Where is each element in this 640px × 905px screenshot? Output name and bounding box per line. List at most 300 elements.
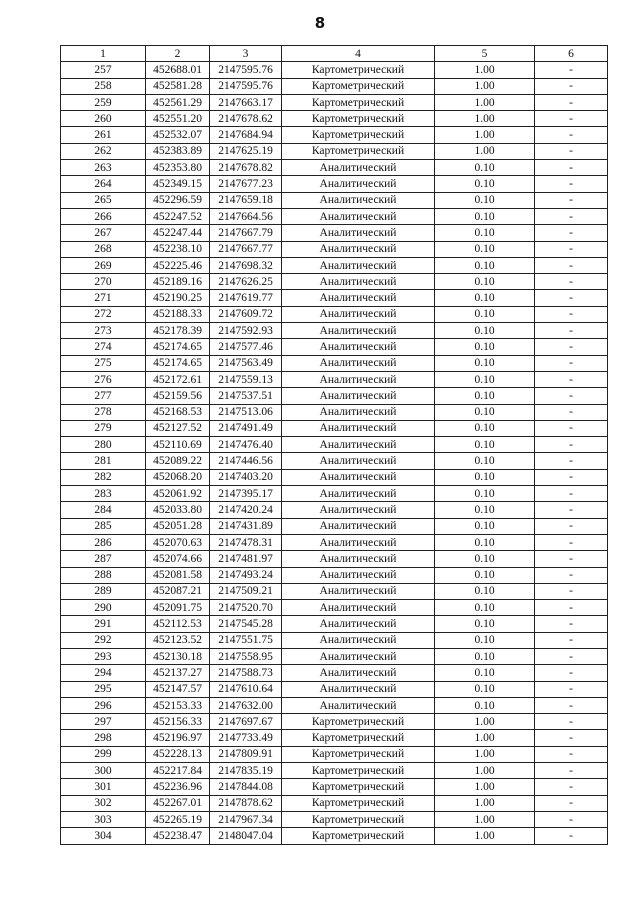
note-cell: -	[535, 371, 608, 387]
method-cell: Картометрический	[282, 763, 435, 779]
point-number-cell: 304	[61, 828, 146, 844]
accuracy-cell: 0.10	[435, 225, 535, 241]
point-number-cell: 266	[61, 208, 146, 224]
method-cell: Аналитический	[282, 274, 435, 290]
accuracy-cell: 0.10	[435, 681, 535, 697]
point-number-cell: 273	[61, 323, 146, 339]
table-row	[61, 714, 608, 730]
point-number-cell: 258	[61, 78, 146, 94]
method-cell: Аналитический	[282, 648, 435, 664]
y-coordinate-cell: 2147420.24	[210, 502, 282, 518]
note-cell: -	[535, 192, 608, 208]
point-number-cell: 300	[61, 763, 146, 779]
point-number-cell: 279	[61, 420, 146, 436]
accuracy-cell: 0.10	[435, 567, 535, 583]
table-row	[61, 567, 608, 583]
method-cell: Аналитический	[282, 208, 435, 224]
accuracy-cell: 1.00	[435, 78, 535, 94]
method-cell: Аналитический	[282, 583, 435, 599]
method-cell: Аналитический	[282, 665, 435, 681]
note-cell: -	[535, 681, 608, 697]
y-coordinate-cell: 2147835.19	[210, 763, 282, 779]
x-coordinate-cell: 452551.20	[146, 111, 210, 127]
method-cell: Аналитический	[282, 160, 435, 176]
accuracy-cell: 1.00	[435, 828, 535, 844]
point-number-cell: 259	[61, 94, 146, 110]
page-number: 8	[314, 14, 326, 32]
x-coordinate-cell: 452168.53	[146, 404, 210, 420]
table-row	[61, 616, 608, 632]
point-number-cell: 263	[61, 160, 146, 176]
accuracy-cell: 1.00	[435, 94, 535, 110]
x-coordinate-cell: 452238.10	[146, 241, 210, 257]
method-cell: Аналитический	[282, 323, 435, 339]
table-row	[61, 241, 608, 257]
y-coordinate-cell: 2147667.77	[210, 241, 282, 257]
accuracy-cell: 1.00	[435, 143, 535, 159]
method-cell: Аналитический	[282, 371, 435, 387]
point-number-cell: 261	[61, 127, 146, 143]
method-cell: Картометрический	[282, 143, 435, 159]
x-coordinate-cell: 452267.01	[146, 795, 210, 811]
x-coordinate-cell: 452236.96	[146, 779, 210, 795]
y-coordinate-cell: 2147520.70	[210, 600, 282, 616]
point-number-cell: 290	[61, 600, 146, 616]
y-coordinate-cell: 2147967.34	[210, 811, 282, 827]
point-number-cell: 265	[61, 192, 146, 208]
x-coordinate-cell: 452089.22	[146, 453, 210, 469]
accuracy-cell: 0.10	[435, 469, 535, 485]
y-coordinate-cell: 2147809.91	[210, 746, 282, 762]
note-cell: -	[535, 551, 608, 567]
x-coordinate-cell: 452174.65	[146, 355, 210, 371]
point-number-cell: 264	[61, 176, 146, 192]
note-cell: -	[535, 795, 608, 811]
table-row	[61, 62, 608, 78]
accuracy-cell: 0.10	[435, 616, 535, 632]
note-cell: -	[535, 714, 608, 730]
accuracy-cell: 1.00	[435, 730, 535, 746]
table-row	[61, 339, 608, 355]
point-number-cell: 297	[61, 714, 146, 730]
note-cell: -	[535, 779, 608, 795]
method-cell: Картометрический	[282, 714, 435, 730]
column-header: 5	[435, 46, 535, 62]
x-coordinate-cell: 452189.16	[146, 274, 210, 290]
note-cell: -	[535, 632, 608, 648]
method-cell: Картометрический	[282, 811, 435, 827]
method-cell: Картометрический	[282, 78, 435, 94]
x-coordinate-cell: 452112.53	[146, 616, 210, 632]
point-number-cell: 278	[61, 404, 146, 420]
method-cell: Картометрический	[282, 828, 435, 844]
x-coordinate-cell: 452349.15	[146, 176, 210, 192]
accuracy-cell: 1.00	[435, 62, 535, 78]
method-cell: Аналитический	[282, 241, 435, 257]
note-cell: -	[535, 111, 608, 127]
note-cell: -	[535, 208, 608, 224]
point-number-cell: 283	[61, 486, 146, 502]
method-cell: Аналитический	[282, 355, 435, 371]
point-number-cell: 270	[61, 274, 146, 290]
point-number-cell: 296	[61, 697, 146, 713]
note-cell: -	[535, 486, 608, 502]
note-cell: -	[535, 257, 608, 273]
y-coordinate-cell: 2147684.94	[210, 127, 282, 143]
point-number-cell: 276	[61, 371, 146, 387]
method-cell: Аналитический	[282, 469, 435, 485]
note-cell: -	[535, 746, 608, 762]
accuracy-cell: 0.10	[435, 192, 535, 208]
y-coordinate-cell: 2147491.49	[210, 420, 282, 436]
y-coordinate-cell: 2147667.79	[210, 225, 282, 241]
y-coordinate-cell: 2147551.75	[210, 632, 282, 648]
point-number-cell: 301	[61, 779, 146, 795]
accuracy-cell: 1.00	[435, 714, 535, 730]
accuracy-cell: 0.10	[435, 339, 535, 355]
table-row	[61, 502, 608, 518]
note-cell: -	[535, 648, 608, 664]
x-coordinate-cell: 452153.33	[146, 697, 210, 713]
accuracy-cell: 0.10	[435, 160, 535, 176]
table-row	[61, 437, 608, 453]
accuracy-cell: 0.10	[435, 632, 535, 648]
accuracy-cell: 0.10	[435, 176, 535, 192]
point-number-cell: 275	[61, 355, 146, 371]
accuracy-cell: 0.10	[435, 257, 535, 273]
x-coordinate-cell: 452188.33	[146, 306, 210, 322]
point-number-cell: 285	[61, 518, 146, 534]
y-coordinate-cell: 2147537.51	[210, 388, 282, 404]
method-cell: Картометрический	[282, 779, 435, 795]
method-cell: Аналитический	[282, 306, 435, 322]
note-cell: -	[535, 355, 608, 371]
method-cell: Аналитический	[282, 697, 435, 713]
x-coordinate-cell: 452247.44	[146, 225, 210, 241]
x-coordinate-cell: 452068.20	[146, 469, 210, 485]
x-coordinate-cell: 452172.61	[146, 371, 210, 387]
y-coordinate-cell: 2147678.62	[210, 111, 282, 127]
column-header: 1	[61, 46, 146, 62]
method-cell: Картометрический	[282, 111, 435, 127]
table-row	[61, 192, 608, 208]
y-coordinate-cell: 2147733.49	[210, 730, 282, 746]
coordinates-table	[60, 45, 608, 845]
table-row	[61, 388, 608, 404]
x-coordinate-cell: 452051.28	[146, 518, 210, 534]
method-cell: Картометрический	[282, 62, 435, 78]
y-coordinate-cell: 2147659.18	[210, 192, 282, 208]
accuracy-cell: 0.10	[435, 274, 535, 290]
table-row	[61, 274, 608, 290]
method-cell: Картометрический	[282, 795, 435, 811]
x-coordinate-cell: 452074.66	[146, 551, 210, 567]
method-cell: Картометрический	[282, 94, 435, 110]
table-row	[61, 632, 608, 648]
table-header	[61, 46, 608, 62]
note-cell: -	[535, 534, 608, 550]
accuracy-cell: 0.10	[435, 453, 535, 469]
y-coordinate-cell: 2147678.82	[210, 160, 282, 176]
method-cell: Аналитический	[282, 388, 435, 404]
point-number-cell: 269	[61, 257, 146, 273]
accuracy-cell: 0.10	[435, 437, 535, 453]
accuracy-cell: 0.10	[435, 486, 535, 502]
accuracy-cell: 0.10	[435, 600, 535, 616]
y-coordinate-cell: 2147878.62	[210, 795, 282, 811]
accuracy-cell: 0.10	[435, 534, 535, 550]
x-coordinate-cell: 452190.25	[146, 290, 210, 306]
note-cell: -	[535, 583, 608, 599]
column-header: 4	[282, 46, 435, 62]
table-row	[61, 225, 608, 241]
table-row	[61, 160, 608, 176]
y-coordinate-cell: 2147632.00	[210, 697, 282, 713]
y-coordinate-cell: 2147844.08	[210, 779, 282, 795]
point-number-cell: 272	[61, 306, 146, 322]
y-coordinate-cell: 2147577.46	[210, 339, 282, 355]
y-coordinate-cell: 2147609.72	[210, 306, 282, 322]
y-coordinate-cell: 2147476.40	[210, 437, 282, 453]
table-body	[61, 62, 608, 844]
note-cell: -	[535, 241, 608, 257]
x-coordinate-cell: 452247.52	[146, 208, 210, 224]
y-coordinate-cell: 2147698.32	[210, 257, 282, 273]
x-coordinate-cell: 452127.52	[146, 420, 210, 436]
y-coordinate-cell: 2147610.64	[210, 681, 282, 697]
table-row	[61, 111, 608, 127]
y-coordinate-cell: 2147559.13	[210, 371, 282, 387]
column-header: 2	[146, 46, 210, 62]
y-coordinate-cell: 2148047.04	[210, 828, 282, 844]
table-row	[61, 420, 608, 436]
method-cell: Аналитический	[282, 290, 435, 306]
y-coordinate-cell: 2147513.06	[210, 404, 282, 420]
point-number-cell: 302	[61, 795, 146, 811]
y-coordinate-cell: 2147592.93	[210, 323, 282, 339]
method-cell: Аналитический	[282, 518, 435, 534]
note-cell: -	[535, 811, 608, 827]
table-row	[61, 665, 608, 681]
y-coordinate-cell: 2147431.89	[210, 518, 282, 534]
point-number-cell: 262	[61, 143, 146, 159]
x-coordinate-cell: 452688.01	[146, 62, 210, 78]
x-coordinate-cell: 452159.56	[146, 388, 210, 404]
y-coordinate-cell: 2147697.67	[210, 714, 282, 730]
method-cell: Аналитический	[282, 681, 435, 697]
table-row	[61, 306, 608, 322]
table-row	[61, 404, 608, 420]
x-coordinate-cell: 452561.29	[146, 94, 210, 110]
point-number-cell: 291	[61, 616, 146, 632]
x-coordinate-cell: 452091.75	[146, 600, 210, 616]
method-cell: Аналитический	[282, 551, 435, 567]
accuracy-cell: 0.10	[435, 648, 535, 664]
accuracy-cell: 1.00	[435, 795, 535, 811]
table-row	[61, 78, 608, 94]
note-cell: -	[535, 274, 608, 290]
point-number-cell: 303	[61, 811, 146, 827]
accuracy-cell: 0.10	[435, 290, 535, 306]
accuracy-cell: 1.00	[435, 746, 535, 762]
point-number-cell: 277	[61, 388, 146, 404]
y-coordinate-cell: 2147595.76	[210, 62, 282, 78]
note-cell: -	[535, 323, 608, 339]
method-cell: Аналитический	[282, 534, 435, 550]
y-coordinate-cell: 2147563.49	[210, 355, 282, 371]
method-cell: Картометрический	[282, 127, 435, 143]
table-row	[61, 94, 608, 110]
table-row	[61, 290, 608, 306]
y-coordinate-cell: 2147403.20	[210, 469, 282, 485]
accuracy-cell: 1.00	[435, 811, 535, 827]
x-coordinate-cell: 452353.80	[146, 160, 210, 176]
accuracy-cell: 0.10	[435, 323, 535, 339]
note-cell: -	[535, 143, 608, 159]
method-cell: Аналитический	[282, 420, 435, 436]
table-row	[61, 534, 608, 550]
note-cell: -	[535, 94, 608, 110]
note-cell: -	[535, 127, 608, 143]
point-number-cell: 267	[61, 225, 146, 241]
x-coordinate-cell: 452178.39	[146, 323, 210, 339]
table-row	[61, 371, 608, 387]
point-number-cell: 281	[61, 453, 146, 469]
y-coordinate-cell: 2147663.17	[210, 94, 282, 110]
accuracy-cell: 0.10	[435, 502, 535, 518]
method-cell: Картометрический	[282, 746, 435, 762]
note-cell: -	[535, 388, 608, 404]
accuracy-cell: 0.10	[435, 371, 535, 387]
note-cell: -	[535, 730, 608, 746]
table-row	[61, 828, 608, 844]
accuracy-cell: 0.10	[435, 697, 535, 713]
x-coordinate-cell: 452296.59	[146, 192, 210, 208]
accuracy-cell: 0.10	[435, 306, 535, 322]
table-row	[61, 551, 608, 567]
accuracy-cell: 0.10	[435, 583, 535, 599]
y-coordinate-cell: 2147395.17	[210, 486, 282, 502]
note-cell: -	[535, 469, 608, 485]
note-cell: -	[535, 502, 608, 518]
x-coordinate-cell: 452174.65	[146, 339, 210, 355]
note-cell: -	[535, 518, 608, 534]
point-number-cell: 260	[61, 111, 146, 127]
table-row	[61, 176, 608, 192]
table-row	[61, 648, 608, 664]
x-coordinate-cell: 452070.63	[146, 534, 210, 550]
x-coordinate-cell: 452238.47	[146, 828, 210, 844]
y-coordinate-cell: 2147626.25	[210, 274, 282, 290]
table-row	[61, 518, 608, 534]
note-cell: -	[535, 78, 608, 94]
x-coordinate-cell: 452383.89	[146, 143, 210, 159]
point-number-cell: 268	[61, 241, 146, 257]
point-number-cell: 286	[61, 534, 146, 550]
method-cell: Аналитический	[282, 176, 435, 192]
point-number-cell: 271	[61, 290, 146, 306]
note-cell: -	[535, 420, 608, 436]
method-cell: Аналитический	[282, 502, 435, 518]
x-coordinate-cell: 452225.46	[146, 257, 210, 273]
point-number-cell: 298	[61, 730, 146, 746]
note-cell: -	[535, 567, 608, 583]
table-row	[61, 469, 608, 485]
accuracy-cell: 1.00	[435, 763, 535, 779]
method-cell: Аналитический	[282, 339, 435, 355]
point-number-cell: 293	[61, 648, 146, 664]
y-coordinate-cell: 2147664.56	[210, 208, 282, 224]
method-cell: Аналитический	[282, 486, 435, 502]
x-coordinate-cell: 452196.97	[146, 730, 210, 746]
x-coordinate-cell: 452156.33	[146, 714, 210, 730]
y-coordinate-cell: 2147588.73	[210, 665, 282, 681]
column-header: 3	[210, 46, 282, 62]
table-row	[61, 453, 608, 469]
y-coordinate-cell: 2147509.21	[210, 583, 282, 599]
note-cell: -	[535, 339, 608, 355]
note-cell: -	[535, 176, 608, 192]
note-cell: -	[535, 665, 608, 681]
note-cell: -	[535, 828, 608, 844]
table-row	[61, 763, 608, 779]
note-cell: -	[535, 62, 608, 78]
method-cell: Аналитический	[282, 192, 435, 208]
y-coordinate-cell: 2147619.77	[210, 290, 282, 306]
table-row	[61, 746, 608, 762]
method-cell: Аналитический	[282, 404, 435, 420]
x-coordinate-cell: 452081.58	[146, 567, 210, 583]
point-number-cell: 280	[61, 437, 146, 453]
note-cell: -	[535, 616, 608, 632]
x-coordinate-cell: 452087.21	[146, 583, 210, 599]
x-coordinate-cell: 452532.07	[146, 127, 210, 143]
x-coordinate-cell: 452217.84	[146, 763, 210, 779]
note-cell: -	[535, 225, 608, 241]
x-coordinate-cell: 452228.13	[146, 746, 210, 762]
x-coordinate-cell: 452137.27	[146, 665, 210, 681]
table-row	[61, 811, 608, 827]
column-header: 6	[535, 46, 608, 62]
accuracy-cell: 0.10	[435, 355, 535, 371]
note-cell: -	[535, 453, 608, 469]
x-coordinate-cell: 452061.92	[146, 486, 210, 502]
x-coordinate-cell: 452130.18	[146, 648, 210, 664]
y-coordinate-cell: 2147481.97	[210, 551, 282, 567]
note-cell: -	[535, 306, 608, 322]
accuracy-cell: 0.10	[435, 551, 535, 567]
point-number-cell: 292	[61, 632, 146, 648]
method-cell: Аналитический	[282, 616, 435, 632]
table-row	[61, 795, 608, 811]
table-row	[61, 697, 608, 713]
y-coordinate-cell: 2147595.76	[210, 78, 282, 94]
table-row	[61, 730, 608, 746]
method-cell: Аналитический	[282, 453, 435, 469]
accuracy-cell: 1.00	[435, 127, 535, 143]
point-number-cell: 289	[61, 583, 146, 599]
x-coordinate-cell: 452123.52	[146, 632, 210, 648]
table-row	[61, 681, 608, 697]
note-cell: -	[535, 600, 608, 616]
point-number-cell: 287	[61, 551, 146, 567]
point-number-cell: 284	[61, 502, 146, 518]
y-coordinate-cell: 2147625.19	[210, 143, 282, 159]
y-coordinate-cell: 2147545.28	[210, 616, 282, 632]
note-cell: -	[535, 697, 608, 713]
method-cell: Аналитический	[282, 225, 435, 241]
table-row	[61, 208, 608, 224]
